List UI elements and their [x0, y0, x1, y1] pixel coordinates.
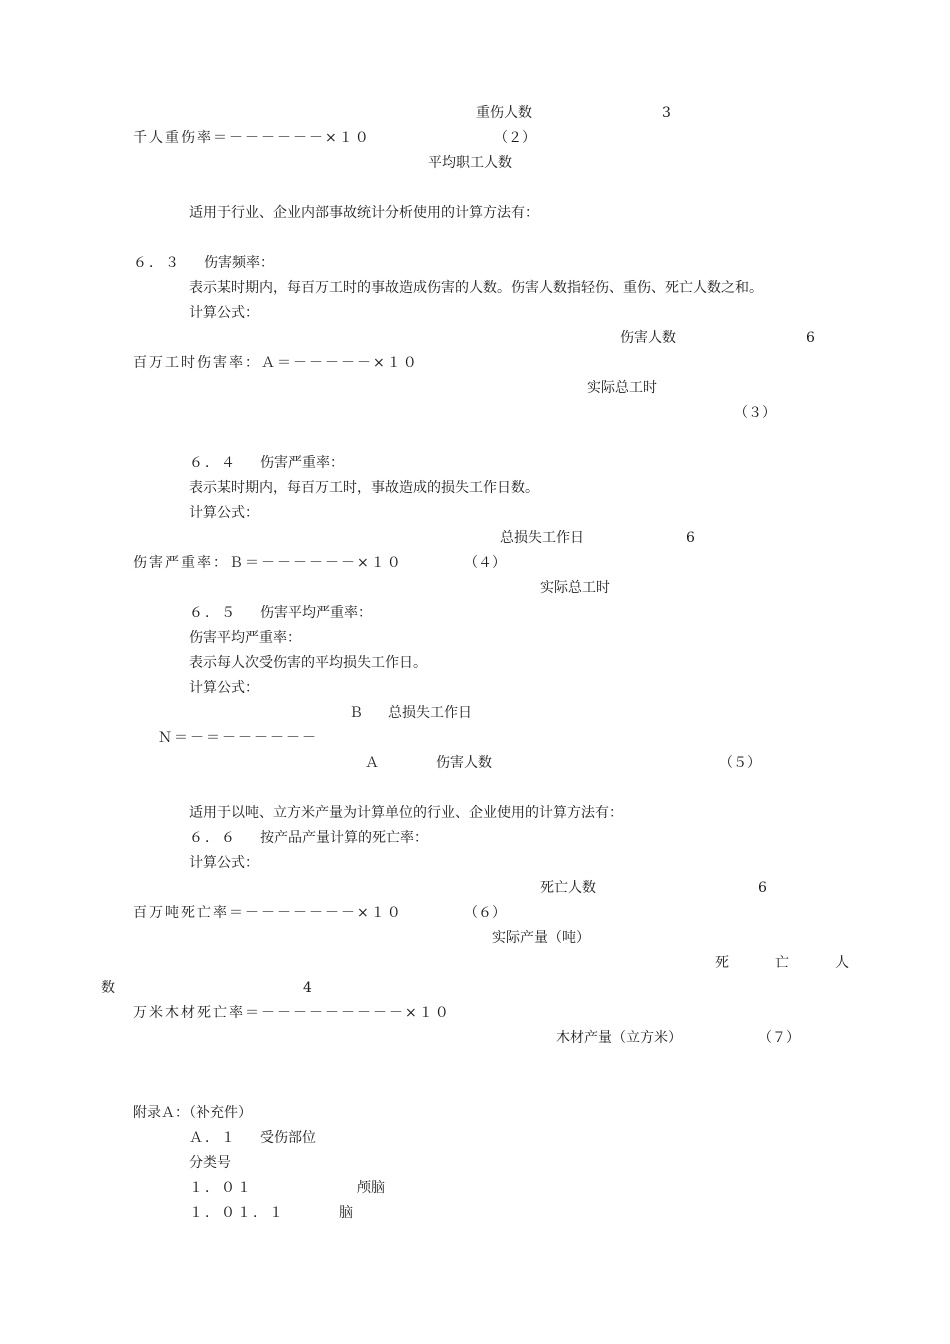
- appendix-title: 附录Ａ：（补充件）: [133, 1105, 252, 1121]
- appendix-row-code: １．０１: [189, 1180, 253, 1196]
- formula-2-lhs: 千人重伤率＝－－－－－－×１０: [133, 130, 371, 146]
- formula-5-numerator-b: Ｂ: [349, 705, 363, 721]
- section-6-3-title: 伤害频率：: [204, 255, 274, 271]
- formula-7-exponent: 4: [303, 980, 312, 996]
- formula-3-eqnum: （３）: [734, 405, 776, 421]
- formula-3-numerator: 伤害人数: [620, 330, 676, 346]
- appendix-class-label: 分类号: [189, 1155, 231, 1171]
- section-6-4-number: ６．４: [189, 455, 237, 471]
- formula-7-eqnum: （７）: [758, 1030, 800, 1046]
- formula-3-lhs: 百万工时伤害率：Ａ＝－－－－－×１０: [133, 355, 419, 371]
- formula-6-numerator: 死亡人数: [540, 880, 596, 896]
- intro-output: 适用于以吨、立方米产量为计算单位的行业、企业使用的计算方法有：: [189, 805, 623, 821]
- formula-7-denominator: 木材产量（立方米）: [556, 1030, 682, 1046]
- formula-6-lhs: 百万吨死亡率＝－－－－－－－×１０: [133, 905, 403, 921]
- formula-4-denominator: 实际总工时: [540, 580, 610, 596]
- formula-4-numerator: 总损失工作日: [500, 530, 584, 546]
- intro-industry: 适用于行业、企业内部事故统计分析使用的计算方法有：: [189, 205, 539, 221]
- formula-5-lhs: Ｎ＝－＝－－－－－－: [158, 730, 318, 746]
- section-6-6-title: 按产品产量计算的死亡率：: [260, 830, 428, 846]
- formula-5-denominator-a: Ａ: [365, 755, 379, 771]
- appendix-row-name: 脑: [339, 1205, 353, 1221]
- formula-2-denominator: 平均职工人数: [428, 155, 512, 171]
- formula-5-numerator-text: 总损失工作日: [388, 705, 472, 721]
- formula-3-exponent: 6: [806, 330, 815, 346]
- section-6-6-formula-label: 计算公式：: [189, 855, 259, 871]
- formula-2-eqnum: （２）: [494, 130, 536, 146]
- section-6-3-formula-label: 计算公式：: [189, 305, 259, 321]
- section-6-4-description: 表示某时期内，每百万工时，事故造成的损失工作日数。: [189, 480, 539, 496]
- formula-6-denominator: 实际产量（吨）: [492, 930, 590, 946]
- appendix-row-name: 颅脑: [357, 1180, 385, 1196]
- section-6-4-formula-label: 计算公式：: [189, 505, 259, 521]
- section-6-4-title: 伤害严重率：: [260, 455, 344, 471]
- appendix-row-code: １．０１．１: [189, 1205, 285, 1221]
- formula-7-lhs: 万米木材死亡率＝－－－－－－－－－×１０: [133, 1005, 451, 1021]
- formula-7-numerator-part1: 死 亡 人: [715, 955, 865, 971]
- formula-5-denominator-text: 伤害人数: [436, 755, 492, 771]
- formula-6-eqnum: （６）: [464, 905, 506, 921]
- formula-4-lhs: 伤害严重率：Ｂ＝－－－－－－×１０: [133, 555, 403, 571]
- section-6-5-subtitle: 伤害平均严重率：: [189, 630, 301, 646]
- formula-4-exponent: 6: [686, 530, 695, 546]
- formula-4-eqnum: （４）: [464, 555, 506, 571]
- formula-6-exponent: 6: [758, 880, 767, 896]
- formula-2-numerator: 重伤人数: [476, 105, 532, 121]
- section-6-5-description: 表示每人次受伤害的平均损失工作日。: [189, 655, 427, 671]
- section-6-5-title: 伤害平均严重率：: [260, 605, 372, 621]
- appendix-a1-title: 受伤部位: [260, 1130, 316, 1146]
- section-6-6-number: ６．６: [189, 830, 237, 846]
- appendix-a1-number: Ａ．１: [189, 1130, 237, 1146]
- section-6-5-formula-label: 计算公式：: [189, 680, 259, 696]
- section-6-3-number: ６．３: [133, 255, 181, 271]
- formula-2-exponent: 3: [662, 105, 671, 121]
- section-6-5-number: ６．５: [189, 605, 237, 621]
- formula-7-numerator-part2: 数: [101, 980, 115, 996]
- section-6-3-description: 表示某时期内，每百万工时的事故造成伤害的人数。伤害人数指轻伤、重伤、死亡人数之和。: [189, 280, 763, 296]
- formula-3-denominator: 实际总工时: [587, 380, 657, 396]
- formula-5-eqnum: （５）: [719, 755, 761, 771]
